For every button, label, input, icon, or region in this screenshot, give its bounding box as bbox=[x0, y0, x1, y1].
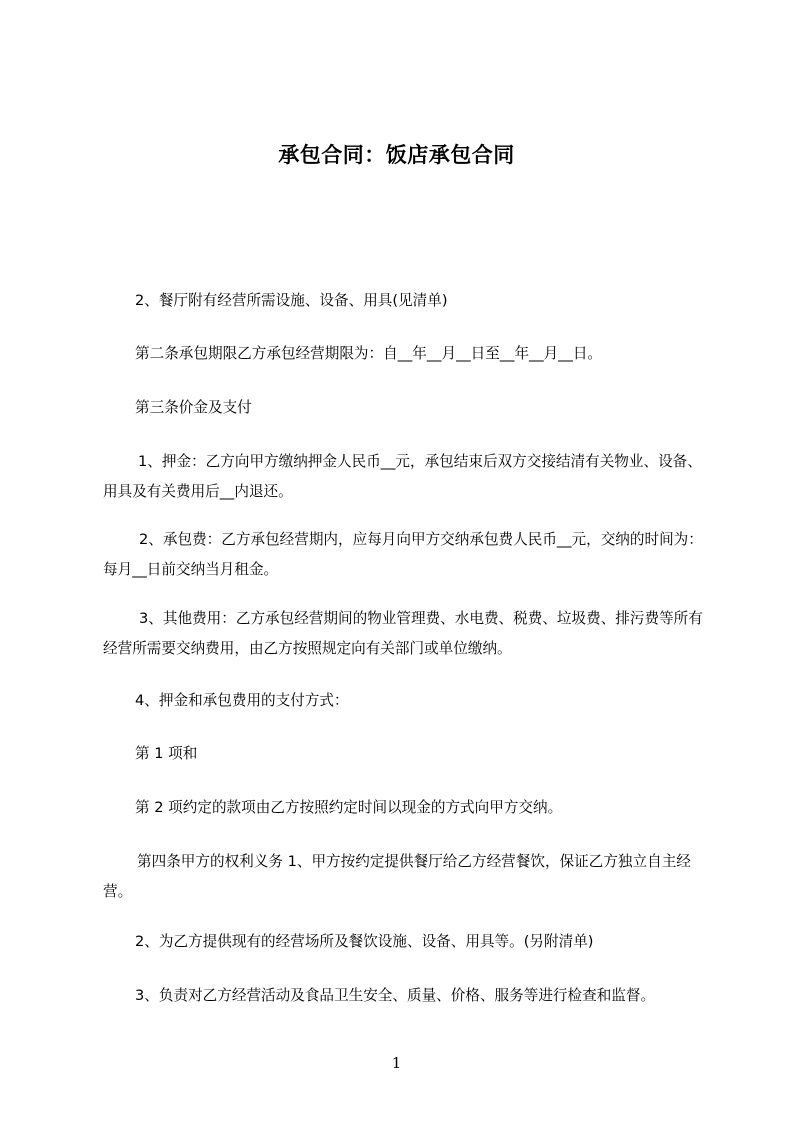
paragraph-payment-method: 4、押金和承包费用的支付方式： bbox=[135, 692, 349, 709]
paragraph-other-fees: 3、其他费用：乙方承包经营期间的物业管理费、水电费、税费、垃圾费、排污费等所有经营所需要交纳费用，由乙方按照规定向有关部门或单位缴纳。 bbox=[103, 610, 703, 657]
paragraph-item-1: 第 1 项和 bbox=[135, 745, 198, 762]
paragraph-provide-premises: 2、为乙方提供现有的经营场所及餐饮设施、设备、用具等。(另附清单) bbox=[135, 933, 594, 950]
paragraph-supervision: 3、负责对乙方经营活动及食品卫生安全、质量、价格、服务等进行检查和监督。 bbox=[135, 987, 656, 1004]
paragraph-facilities: 2、餐厅附有经营所需设施、设备、用具(见清单) bbox=[135, 292, 448, 309]
document-title: 承包合同：饭店承包合同 bbox=[278, 143, 515, 167]
page-number: 1 bbox=[391, 1054, 402, 1072]
paragraph-deposit: 1、押金：乙方向甲方缴纳押金人民币__元，承包结束后双方交接结清有关物业、设备、用具及有关费用后__内退还。 bbox=[103, 453, 702, 500]
paragraph-contract-fee: 2、承包费：乙方承包经营期内，应每月向甲方交纳承包费人民币__元，交纳的时间为：每月__日前交纳当月租金。 bbox=[103, 531, 703, 578]
paragraph-article-3-heading: 第三条价金及支付 bbox=[135, 399, 252, 416]
paragraph-article-4: 第四条甲方的权利义务 1、甲方按约定提供餐厅给乙方经营餐饮，保证乙方独立自主经营。 bbox=[103, 853, 691, 900]
paragraph-item-2: 第 2 项约定的款项由乙方按照约定时间以现金的方式向甲方交纳。 bbox=[135, 799, 563, 816]
paragraph-article-2-term: 第二条承包期限乙方承包经营期限为：自__年__月__日至__年__月__日。 bbox=[135, 345, 603, 362]
